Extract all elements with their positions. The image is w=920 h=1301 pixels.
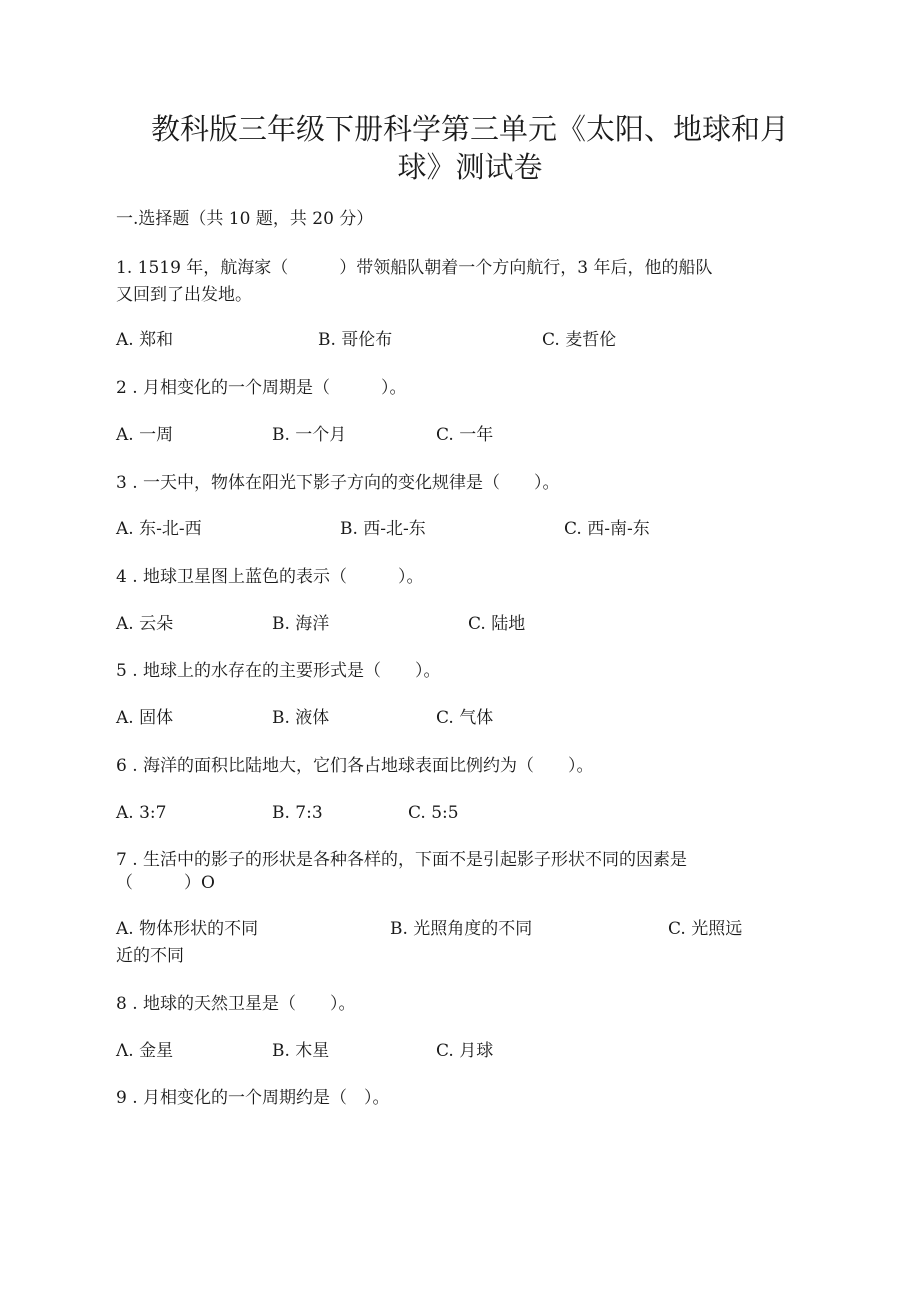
question-2-option-b: B. 一个月 bbox=[272, 425, 347, 445]
question-6-option-b: B. 7:3 bbox=[272, 803, 323, 823]
question-8-stem: 8 . 地球的天然卫星是（ ）。 bbox=[116, 994, 356, 1014]
question-1-option-c: C. 麦哲伦 bbox=[542, 330, 617, 350]
question-1-option-b: B. 哥伦布 bbox=[318, 330, 393, 350]
question-5-stem: 5 . 地球上的水存在的主要形式是（ ）。 bbox=[116, 661, 441, 681]
question-4-option-a: A. 云朵 bbox=[116, 614, 174, 634]
document-title bbox=[150, 110, 790, 186]
question-4-option-b: B. 海洋 bbox=[272, 614, 330, 634]
question-1-stem-continued: 又回到了出发地。 bbox=[116, 285, 252, 305]
question-4-option-c: C. 陆地 bbox=[468, 614, 526, 634]
question-1-option-a: A. 郑和 bbox=[116, 330, 174, 350]
question-6-option-a: A. 3:7 bbox=[116, 803, 167, 823]
question-8-option-a: Λ. 金星 bbox=[116, 1041, 174, 1061]
question-7-option-c-continued: 近的不同 bbox=[116, 946, 184, 966]
question-2-option-a: A. 一周 bbox=[116, 425, 174, 445]
question-5-option-b: B. 液体 bbox=[272, 708, 330, 728]
question-7-stem: 7 . 生活中的影子的形状是各种各样的，下面不是引起影子形状不同的因素是 bbox=[116, 850, 688, 870]
question-7-option-b: B. 光照角度的不同 bbox=[390, 919, 533, 939]
question-8-option-b: B. 木星 bbox=[272, 1041, 330, 1061]
section-heading: 一.选择题（共 10 题，共 20 分） bbox=[116, 209, 374, 229]
question-3-option-c: C. 西-南-东 bbox=[564, 519, 650, 539]
question-7-stem-continued: （ ）O bbox=[116, 873, 215, 893]
question-2-option-c: C. 一年 bbox=[436, 425, 494, 445]
title-line-1: 教科版三年级下册科学第三单元《太阳、地球和月 bbox=[150, 112, 789, 146]
question-6-option-c: C. 5:5 bbox=[408, 803, 459, 823]
question-5-option-c: C. 气体 bbox=[436, 708, 494, 728]
question-3-stem: 3 . 一天中，物体在阳光下影子方向的变化规律是（ ）。 bbox=[116, 473, 560, 493]
question-2-stem: 2 . 月相变化的一个周期是（ ）。 bbox=[116, 378, 407, 398]
question-1-stem: 1. 1519 年，航海家（ ）带领船队朝着一个方向航行，3 年后，他的船队 bbox=[116, 258, 713, 278]
title-line-2: 球》测试卷 bbox=[397, 150, 543, 184]
question-3-option-a: A. 东-北-西 bbox=[116, 519, 202, 539]
question-7-option-c: C. 光照远 bbox=[668, 919, 743, 939]
question-3-option-b: B. 西-北-东 bbox=[340, 519, 426, 539]
question-4-stem: 4 . 地球卫星图上蓝色的表示（ ）。 bbox=[116, 567, 424, 587]
question-7-option-a: A. 物体形状的不同 bbox=[116, 919, 259, 939]
question-9-stem: 9 . 月相变化的一个周期约是（ ）。 bbox=[116, 1088, 390, 1108]
question-5-option-a: A. 固体 bbox=[116, 708, 174, 728]
question-6-stem: 6 . 海洋的面积比陆地大，它们各占地球表面比例约为（ ）。 bbox=[116, 756, 594, 776]
question-8-option-c: C. 月球 bbox=[436, 1041, 494, 1061]
